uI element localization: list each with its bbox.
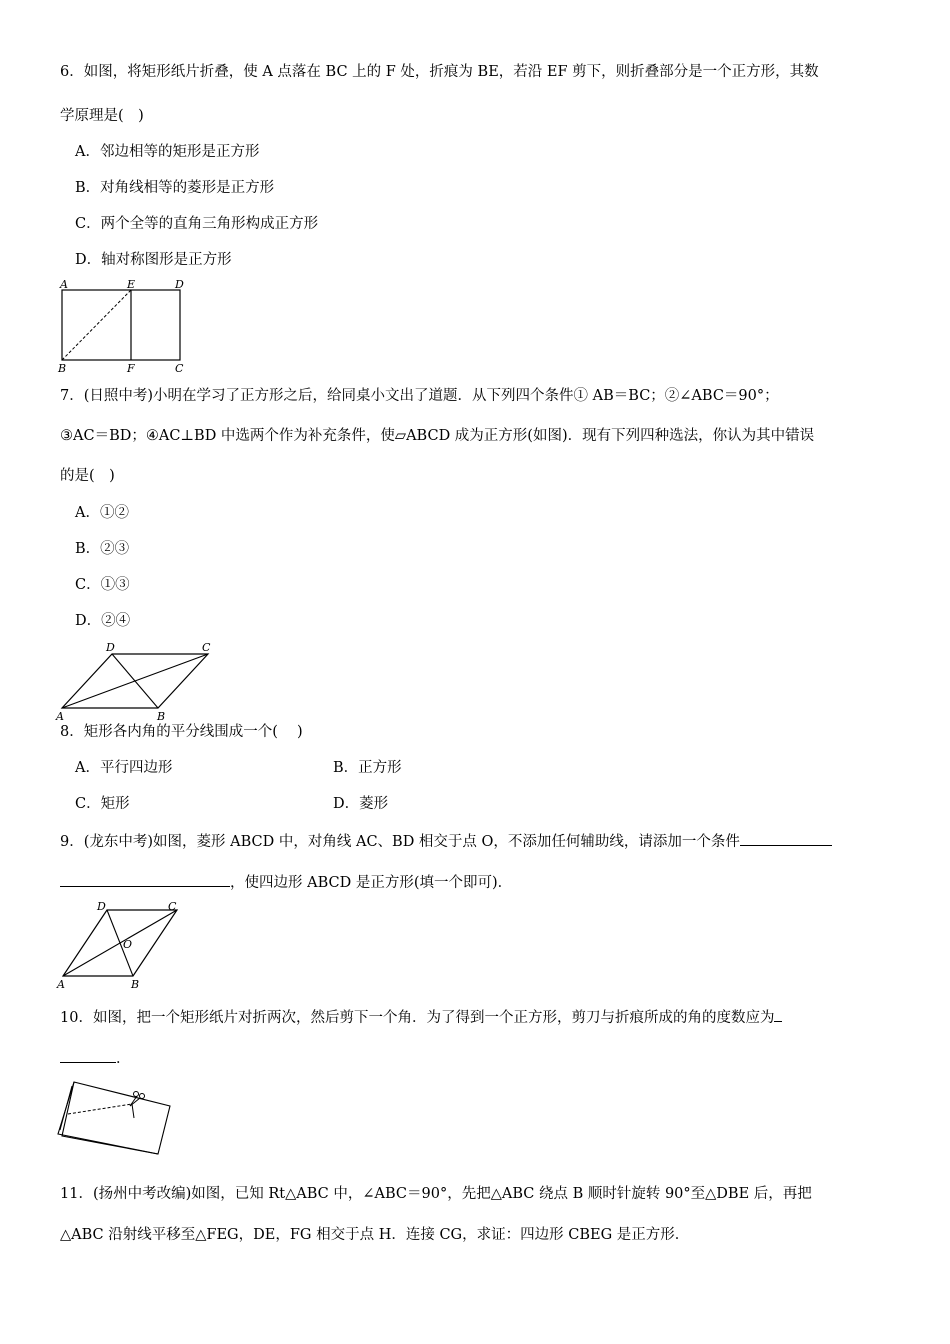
q6-label-a: A xyxy=(60,278,68,291)
q7-label-c: C xyxy=(202,641,211,654)
q10-answer-blank-part1[interactable] xyxy=(774,1007,782,1022)
q10-answer-blank-part2[interactable] xyxy=(60,1048,116,1063)
q9-label-o: O xyxy=(123,938,133,951)
q11-text-line2: △ABC 沿射线平移至△FEG，DE，FG 相交于点 H．连接 CG，求证：四边形 CBEG 是正方形． xyxy=(60,1227,690,1243)
q6-option-c: C．两个全等的直角三角形构成正方形 xyxy=(75,216,319,232)
q7-label-d: D xyxy=(106,641,115,654)
q11-text-line1: 11．(扬州中考改编)如图，已知 Rt△ABC 中，∠ABC＝90°，先把△ABC 绕点 B 顺时针旋转 90°至△DBE 后，再把 xyxy=(60,1186,812,1202)
q7-option-a: A．①② xyxy=(75,505,129,521)
q6-text-line1: 6．如图，将矩形纸片折叠，使 A 点落在 BC 上的 F 处，折痕为 BE，若沿 EF 剪下，则折叠部分是一个正方形，其数 xyxy=(60,64,819,80)
q7-label-b: B xyxy=(157,710,166,722)
q9-text-line1 xyxy=(60,831,832,852)
q6-label-c: C xyxy=(175,362,184,374)
q6-text-line2: 学原理是( ) xyxy=(60,108,144,124)
q9-answer-blank-part2[interactable] xyxy=(60,872,230,887)
q9-label-d: D xyxy=(97,900,106,913)
q8-option-a: A．平行四边形 xyxy=(75,760,173,776)
q9-answer-blank-part1[interactable] xyxy=(740,831,832,846)
q6-label-f: F xyxy=(127,362,135,374)
q6-option-d: D．轴对称图形是正方形 xyxy=(75,252,232,268)
q9-text-line2 xyxy=(60,872,512,893)
q7-option-b: B．②③ xyxy=(75,541,130,557)
q6-option-a: A．邻边相等的矩形是正方形 xyxy=(75,144,260,160)
q10-figure-folded-paper xyxy=(52,1074,176,1158)
q7-figure-parallelogram xyxy=(54,640,218,722)
q9-label-a: A xyxy=(57,978,65,990)
q10-text-suffix: ． xyxy=(116,1051,131,1067)
q10-text: 10．如图，把一个矩形纸片对折两次，然后剪下一个角．为了得到一个正方形，剪刀与折痕所成的角的度数应为 xyxy=(60,1010,775,1026)
q10-text-line1 xyxy=(60,1007,782,1028)
q9-figure-rhombus xyxy=(55,898,185,990)
q8-option-c: C．矩形 xyxy=(75,796,130,812)
q9-label-b: B xyxy=(131,978,140,990)
q6-label-b: B xyxy=(58,362,67,374)
q9-text-suffix: ，使四边形 ABCD 是正方形(填一个即可)． xyxy=(230,875,513,891)
q9-text: 9．(龙东中考)如图，菱形 ABCD 中，对角线 AC、BD 相交于点 O，不添加任何辅助线，请添加一个条件 xyxy=(60,834,740,850)
q8-option-d: D．菱形 xyxy=(333,796,389,812)
q7-text-line3: 的是( ) xyxy=(60,468,115,484)
q6-label-d: D xyxy=(175,278,184,291)
q8-option-b: B．正方形 xyxy=(333,760,402,776)
q6-label-e: E xyxy=(127,278,136,291)
q7-option-d: D．②④ xyxy=(75,613,131,629)
q7-text-line2: ③AC＝BD；④AC⊥BD 中选两个作为补充条件，使▱ABCD 成为正方形(如图)．现有下列四种选法，你认为其中错误 xyxy=(60,428,815,444)
scissors-icon xyxy=(130,1092,145,1107)
q9-label-c: C xyxy=(168,900,177,913)
q10-text-line2 xyxy=(60,1048,131,1069)
q7-label-a: A xyxy=(56,710,64,722)
q8-text-line1: 8．矩形各内角的平分线围成一个( ) xyxy=(60,724,303,740)
q6-figure-rectangle-fold xyxy=(56,278,190,374)
q6-option-b: B．对角线相等的菱形是正方形 xyxy=(75,180,275,196)
q7-option-c: C．①③ xyxy=(75,577,130,593)
q7-text-line1: 7．(日照中考)小明在学习了正方形之后，给同桌小文出了道题．从下列四个条件① AB＝BC；②∠ABC＝90°； xyxy=(60,388,779,404)
